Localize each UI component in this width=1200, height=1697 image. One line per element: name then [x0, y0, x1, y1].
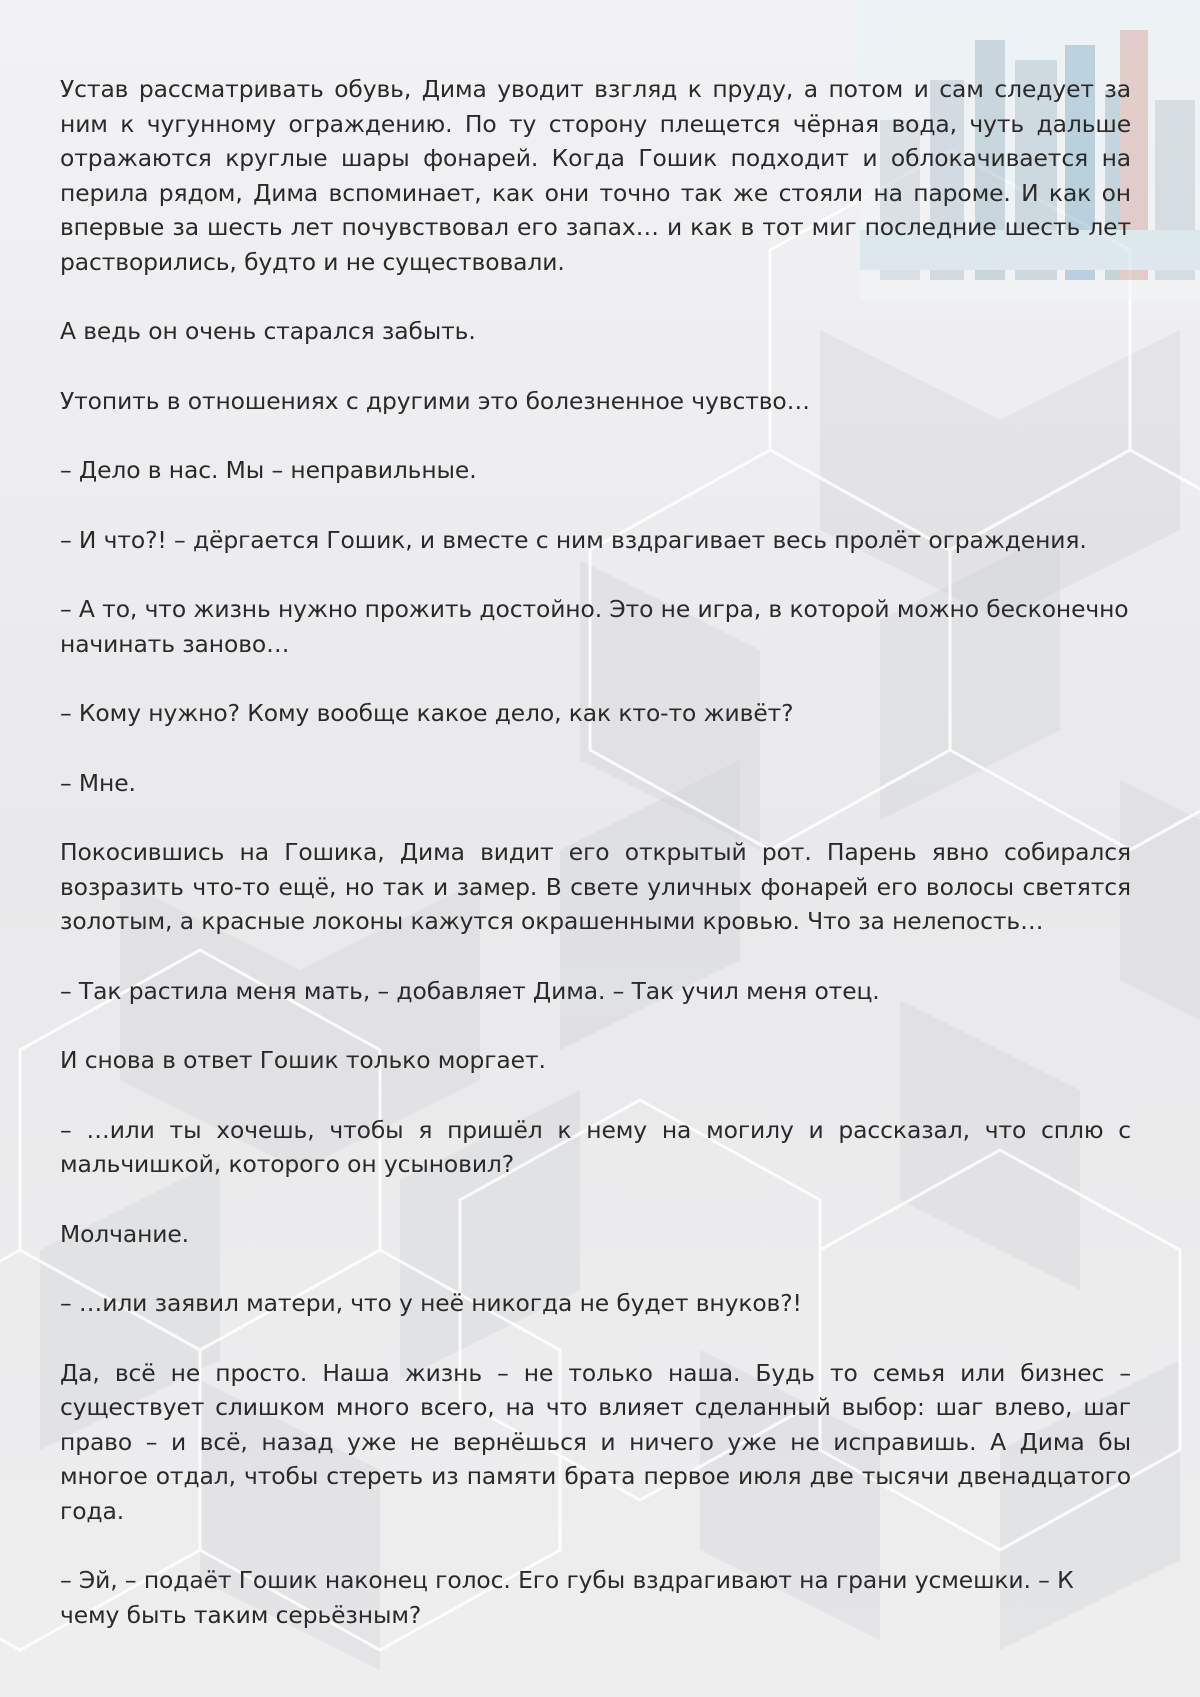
paragraph: – Эй, – подаёт Гошик наконец голос. Его губы вздрагивают на грани усмешки. – К чему быть таким серьёзным? — [60, 1566, 1074, 1629]
paragraph: – …или заявил матери, что у неё никогда не будет внуков?! — [60, 1289, 802, 1317]
paragraph: Покосившись на Гошика, Дима видит его открытый рот. Парень явно собирался возразить что-то ещё, но так и замер. В свете уличных фонарей его волосы светятся золотым, а красные локоны кажутся окрашенными кровью. Что за нелепость… — [60, 838, 1131, 935]
paragraph: – Так растила меня мать, – добавляет Дима. – Так учил меня отец. — [60, 976, 880, 1005]
paragraph: Устав рассматривать обувь, Дима уводит взгляд к пруду, а потом и сам следует за ним к чугунному ограждению. По ту сторону плещется чёрная вода, чуть дальше отражаются круглые шары фонарей. Когда Гошик подходит и облокачивается на перила рядом, Дима вспоминает, как они точно так же стояли на пароме. И как он впервые за шесть лет почувствовал его запах… и как в тот миг последние шесть лет растворились, будто и не существовали. — [60, 75, 1131, 276]
paragraph: – Кому нужно? Кому вообще какое дело, как кто-то живёт? — [60, 699, 794, 727]
paragraph: Утопить в отношениях с другими это болезненное чувство… — [60, 386, 810, 415]
document-page — [60, 72, 1131, 1667]
paragraph: – Мне. — [60, 768, 136, 797]
paragraph: – …или ты хочешь, чтобы я пришёл к нему на могилу и рассказал, что сплю с мальчишкой, которого он усыновил? — [60, 1115, 1131, 1178]
paragraph: – И что?! – дёргается Гошик, и вместе с ним вздрагивает весь пролёт ограждения. — [60, 525, 1087, 554]
paragraph: А ведь он очень старался забыть. — [60, 317, 476, 345]
paragraph: Да, всё не просто. Наша жизнь – не только наша. Будь то семья или бизнес – существует слишком много всего, на что влияет сделанный выбор: шаг влево, шаг право – и всё, назад уже не вернёшься и ничего уже не исправишь. А Дима бы многое отдал, чтобы стереть из памяти брата первое июля две тысячи двенадцатого года. — [60, 1358, 1131, 1525]
paragraph: – А то, что жизнь нужно прожить достойно. Это не игра, в которой можно бесконечно начинать заново… — [60, 595, 1129, 658]
paragraph: Молчание. — [60, 1219, 190, 1248]
paragraph: – Дело в нас. Мы – неправильные. — [60, 456, 477, 484]
paragraph: И снова в ответ Гошик только моргает. — [60, 1046, 546, 1074]
